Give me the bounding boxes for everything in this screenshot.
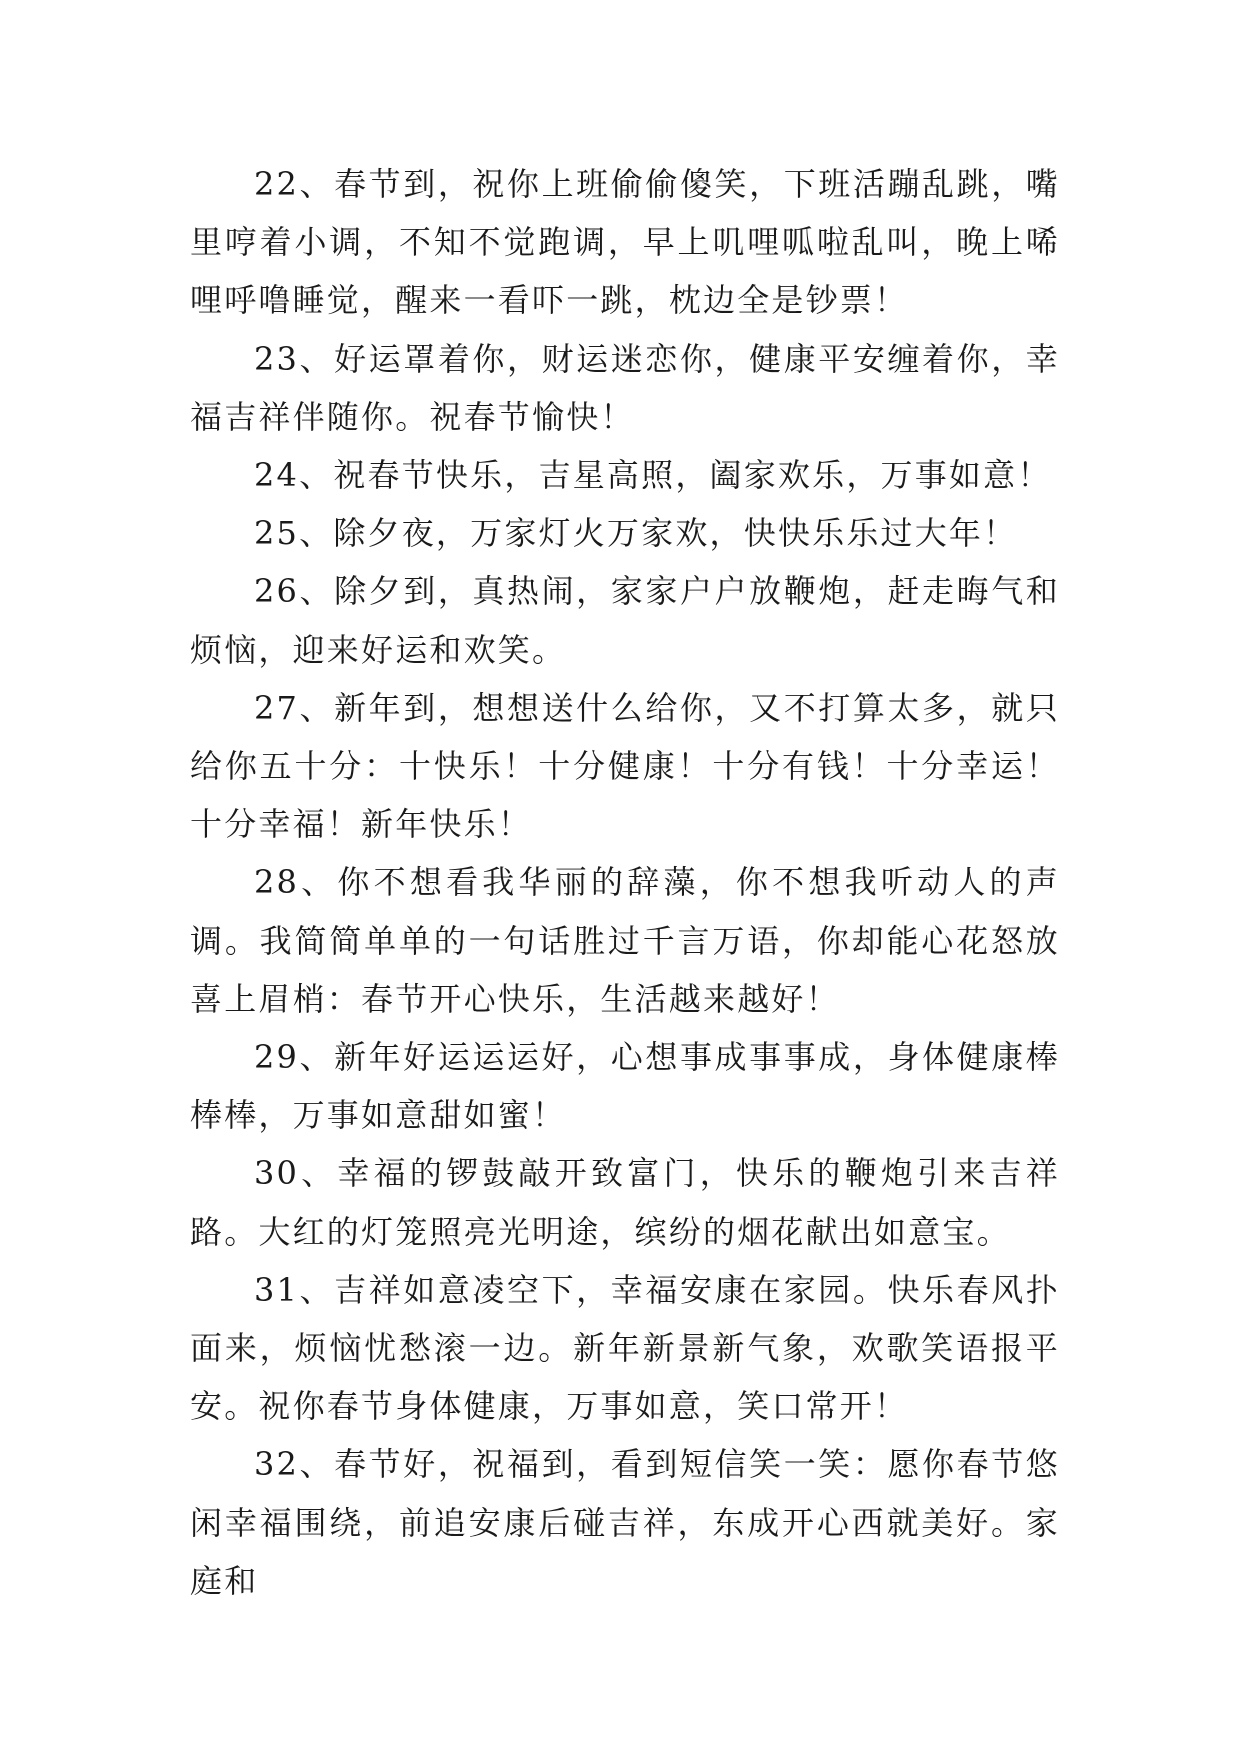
paragraph-32: 32、春节好，祝福到，看到短信笑一笑：愿你春节悠闲幸福围绕，前追安康后碰吉祥，东成开心西就美好。家庭和 <box>190 1445 1060 1600</box>
paragraph-31: 31、吉祥如意凌空下，幸福安康在家园。快乐春风扑面来，烦恼忧愁滚一边。新年新景新气象，欢歌笑语报平安。祝你春节身体健康，万事如意，笑口常开！ <box>190 1270 1060 1426</box>
document-body <box>190 155 1060 1610</box>
paragraph-28: 28、你不想看我华丽的辞藻，你不想我听动人的声调。我简简单单的一句话胜过千言万语，你却能心花怒放喜上眉梢：春节开心快乐，生活越来越好！ <box>190 863 1060 1018</box>
paragraph-23: 23、好运罩着你，财运迷恋你，健康平安缠着你，幸福吉祥伴随你。祝春节愉快！ <box>190 339 1060 436</box>
paragraph-30: 30、幸福的锣鼓敲开致富门，快乐的鞭炮引来吉祥路。大红的灯笼照亮光明途，缤纷的烟花献出如意宝。 <box>190 1154 1060 1251</box>
paragraph-29: 29、新年好运运运好，心想事成事事成，身体健康棒棒棒，万事如意甜如蜜！ <box>190 1038 1060 1135</box>
paragraph-22: 22、春节到，祝你上班偷偷傻笑，下班活蹦乱跳，嘴里哼着小调，不知不觉跑调，早上叽哩呱啦乱叫，晚上唏哩呼噜睡觉，醒来一看吓一跳，枕边全是钞票！ <box>190 165 1060 320</box>
paragraph-26: 26、除夕到，真热闹，家家户户放鞭炮，赶走晦气和烦恼，迎来好运和欢笑。 <box>190 572 1060 669</box>
paragraph-24: 24、祝春节快乐，吉星高照，阖家欢乐，万事如意！ <box>254 456 1052 495</box>
paragraph-27: 27、新年到，想想送什么给你，又不打算太多，就只给你五十分：十快乐！十分健康！十分有钱！十分幸运！十分幸福！新年快乐！ <box>190 688 1060 844</box>
paragraph-25: 25、除夕夜，万家灯火万家欢，快快乐乐过大年！ <box>254 514 1018 553</box>
